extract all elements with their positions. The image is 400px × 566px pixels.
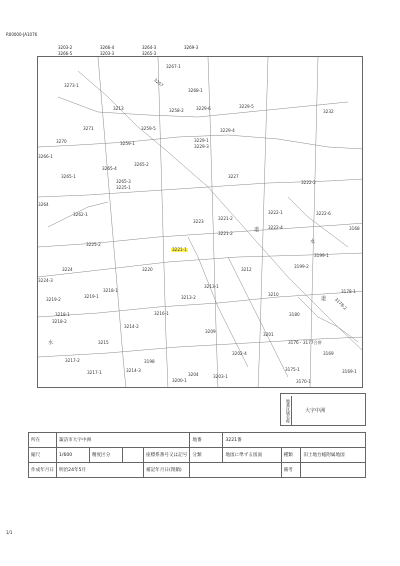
parcel-label: 3199-1 <box>314 253 329 258</box>
parcel-label: 3217-2 <box>65 358 80 363</box>
page-number: 1/1 <box>6 530 13 535</box>
index-cell: 3266-4 <box>100 45 115 50</box>
parcel-label: 3180 <box>289 312 300 317</box>
parcel-label: 3202-4 <box>232 351 247 356</box>
parcel-label: 3212 <box>241 267 252 272</box>
parcel-label: 3214-2 <box>124 324 139 329</box>
map-metadata-table <box>28 432 366 478</box>
parcel-label: 3169-1 <box>342 369 357 374</box>
remarks-label: 備考 <box>281 463 301 478</box>
scale-value: 1/600 <box>56 448 89 463</box>
parcel-label: 3262-1 <box>73 212 88 217</box>
kind-value: 旧土地台帳附属地図 <box>301 448 366 463</box>
lot-number-value: 3221番 <box>223 433 366 448</box>
remarks-value <box>301 463 366 478</box>
parcel-label: 3229-1 <box>194 138 209 143</box>
parcel-label: 3175-1 <box>285 367 300 372</box>
parcel-label: 3259-5 <box>141 126 156 131</box>
parcel-label: 3200-1 <box>172 378 187 383</box>
parcel-label: 3213-1 <box>204 284 219 289</box>
parcel-label: 3168 <box>349 226 360 231</box>
parcel-label: 3265-3 <box>116 179 131 184</box>
parcel-label: 3229-3 <box>194 144 209 149</box>
parcel-label: 3214-3 <box>126 368 141 373</box>
parcel-label: 3217-1 <box>87 370 102 375</box>
parcel-label: 3216-1 <box>154 311 169 316</box>
parcel-label: 3169 <box>323 351 334 356</box>
parcel-label: 3225-2 <box>86 242 101 247</box>
parcel-label: 3198 <box>144 359 155 364</box>
waterway-mark: 水 <box>310 239 316 245</box>
supplement-date-value <box>190 463 281 478</box>
location-label: 所在 <box>29 433 57 448</box>
index-cell: 3203-2 <box>58 45 73 50</box>
parcel-label: 3218-1 <box>55 312 70 317</box>
parcel-label: 3213-2 <box>181 295 196 300</box>
parcel-label: 3266-1 <box>38 154 53 159</box>
parcel-label: 3209 <box>205 329 216 334</box>
creation-date-value: 明治24年5月 <box>56 463 143 478</box>
classification-label: 分類 <box>190 448 223 463</box>
accuracy-value <box>122 448 143 463</box>
parcel-label: 3223 <box>193 219 204 224</box>
parcel-label: 3222-2 <box>301 180 316 185</box>
document-code: R00000-JA1076 <box>6 32 38 37</box>
parcel-label-highlighted: 3221-1 <box>172 247 187 252</box>
index-cell: 3266-5 <box>58 51 73 56</box>
location-value: 諏訪市大字中洲 <box>56 433 189 448</box>
index-cell: 3203-3 <box>100 51 115 56</box>
parcel-label: 3227 <box>228 174 239 179</box>
parcel-label: 3229-6 <box>196 106 211 111</box>
parcel-label: 3259-1 <box>120 141 135 146</box>
waterway-mark: 水 <box>48 340 54 346</box>
parcel-label: 3224 <box>62 267 73 272</box>
kind-label: 種類 <box>281 448 301 463</box>
parcel-label: 3224-3 <box>38 278 53 283</box>
parcel-label: 3265-4 <box>102 166 117 171</box>
index-cell: 3265-3 <box>142 51 157 56</box>
area-legend-title: 地番区域名称 <box>283 396 292 425</box>
parcel-label: 3222-1 <box>268 210 283 215</box>
road-mark: 道 <box>254 227 260 233</box>
parcel-label: 3203-1 <box>213 374 228 379</box>
parcel-label: 3199-2 <box>294 264 309 269</box>
parcel-label: 3178-1 <box>341 289 356 294</box>
parcel-label: 3178-2 <box>333 296 348 311</box>
parcel-label: 3270 <box>56 139 67 144</box>
cadastral-map <box>37 56 363 388</box>
parcel-label: 3176・3177合併 <box>288 340 322 345</box>
parcel-label: 3271 <box>83 126 94 131</box>
parcel-label: 3229-4 <box>220 128 235 133</box>
parcel-label: 3229-5 <box>239 104 254 109</box>
parcel-label: 3218-1 <box>103 288 118 293</box>
parcel-label: 3257 <box>153 77 165 88</box>
parcel-label: 3232 <box>323 109 334 114</box>
parcel-label: 3220 <box>142 267 153 272</box>
parcel-label: 3265-2 <box>134 162 149 167</box>
classification-value: 地図に準ずる図面 <box>223 448 281 463</box>
scale-label: 縮尺 <box>29 448 57 463</box>
parcel-label: 3218-2 <box>52 319 67 324</box>
parcel-label: 3221-2 <box>218 231 233 236</box>
accuracy-label: 精度区分 <box>89 448 122 463</box>
parcel-label: 3221-2 <box>218 216 233 221</box>
lot-number-label: 地番 <box>190 433 223 448</box>
creation-date-label: 作成年月日 <box>29 463 57 478</box>
index-table <box>58 46 226 56</box>
parcel-label: 3219-1 <box>84 294 99 299</box>
parcel-label: 3219-2 <box>46 297 61 302</box>
parcel-label: 3215 <box>98 340 109 345</box>
area-legend <box>280 393 366 426</box>
road-mark: 道 <box>321 296 327 302</box>
parcel-label: 3213 <box>113 106 124 111</box>
parcel-label: 3201 <box>263 332 274 337</box>
parcel-label: 3264 <box>38 202 49 207</box>
parcel-label: 3258-2 <box>169 108 184 113</box>
parcel-label: 3268-1 <box>188 88 203 93</box>
supplement-date-label: 補記年月日(閉鎖) <box>143 463 189 478</box>
parcel-label: 3267-1 <box>166 64 181 69</box>
parcel-label: 3204 <box>188 372 199 377</box>
parcel-label: 3222-6 <box>316 211 331 216</box>
parcel-label: 3225-1 <box>116 185 131 190</box>
index-cell: 3269-3 <box>184 45 199 50</box>
parcel-label: 3265-1 <box>61 174 76 179</box>
parcel-label: 3170-1 <box>296 379 311 384</box>
parcel-label: 3273-1 <box>64 83 79 88</box>
parcel-label: 3222-4 <box>268 225 283 230</box>
index-cell: 3264-3 <box>142 45 157 50</box>
parcel-label: 3210 <box>268 292 279 297</box>
area-legend-name: 大字中洲 <box>305 408 326 414</box>
coordinate-system-label: 座標系番号又は記号 <box>143 448 189 463</box>
